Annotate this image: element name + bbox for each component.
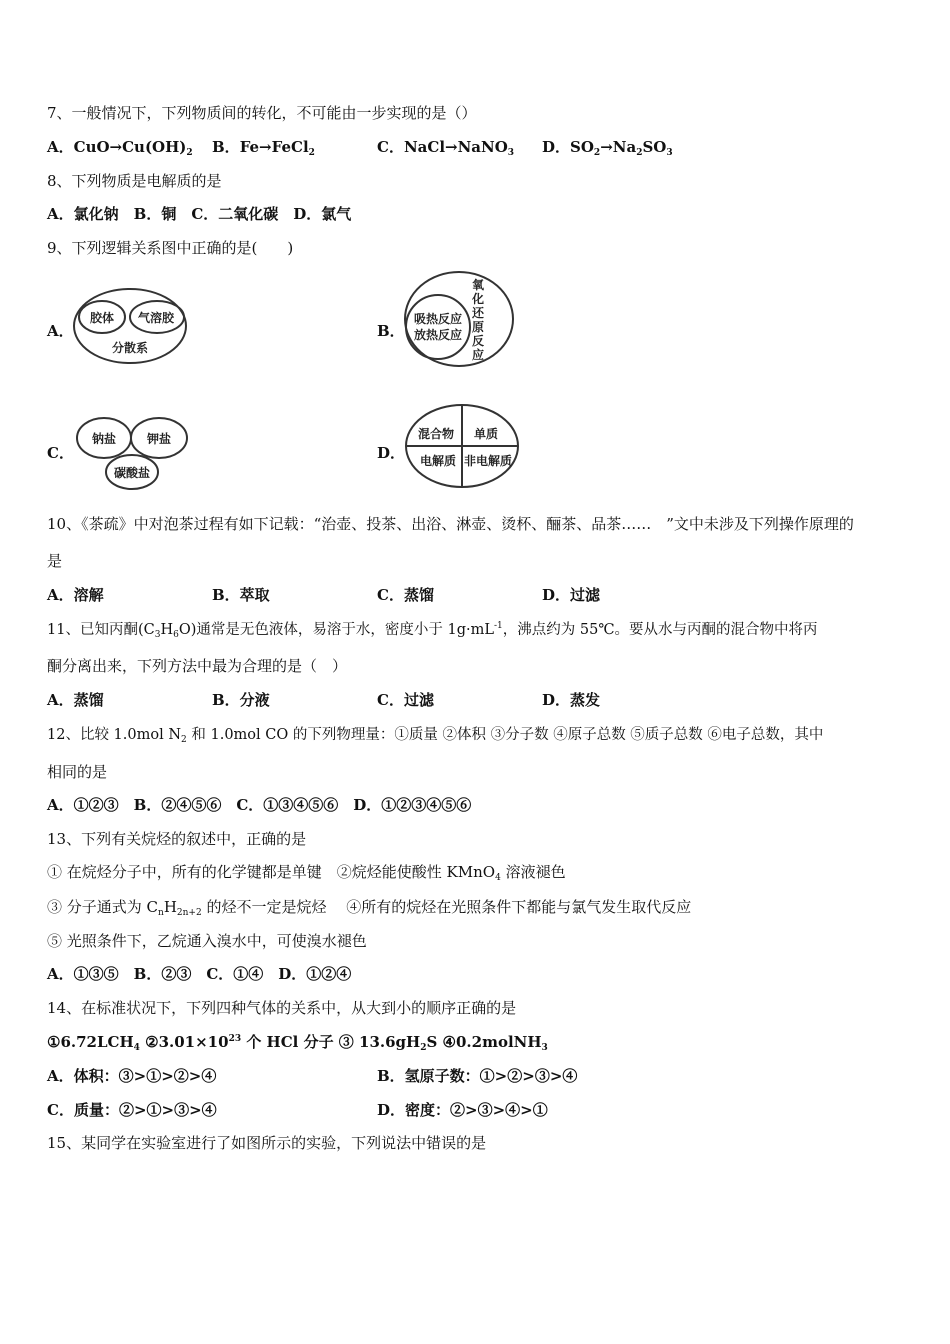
- q10-option-c: C．蒸馏: [377, 586, 434, 604]
- q11-stem: 11、已知丙酮$(C_3H_6O)$通常是无色液体，易溶于水，密度小于 $1g\cdot mL^{-1}$，沸点约为 55℃。要从水与丙酮的混合物中将丙: [47, 621, 818, 640]
- q13-statement-2: ③ 分子通式为 $C_nH_{2n+2}$ 的烃不一定是烷烃 ④所有的烷烃在光照条件下都能与氯气发生取代反应: [47, 898, 692, 918]
- q13-statement-1: ① 在烷烃分子中，所有的化学键都是单键 ②烷烃能使酸性 KMnO$_4$ 溶液褪色: [47, 863, 566, 883]
- diagram-d-tr: 单质: [474, 427, 499, 441]
- q14-option-b: B．氢原子数：①>②>③>④: [377, 1067, 578, 1085]
- diagram-d-bl: 电解质: [420, 454, 457, 468]
- diagram-a-outer: 分散系: [112, 341, 149, 355]
- q15-stem: 15、某同学在实验室进行了如图所示的实验，下列说法中错误的是: [47, 1134, 487, 1152]
- diagram-b-inner2: 放热反应: [414, 328, 463, 342]
- q10-option-d: D．过滤: [542, 586, 601, 604]
- q9-label-d: D．: [377, 444, 406, 462]
- q9-diagram-b: [402, 268, 516, 370]
- diagram-b-char: 氧: [472, 278, 485, 292]
- q11-option-a: A．蒸馏: [47, 691, 104, 709]
- q11-option-d: D．蒸发: [542, 691, 601, 709]
- diagram-a-right: 气溶胶: [138, 311, 175, 325]
- q9-label-c: C．: [47, 444, 74, 462]
- q9-stem: 9、下列逻辑关系图中正确的是( ): [47, 239, 294, 257]
- diagram-b-char: 应: [472, 348, 485, 362]
- q13-stem: 13、下列有关烷烃的叙述中，正确的是: [47, 830, 307, 848]
- diagram-b-inner1: 吸热反应: [414, 312, 463, 326]
- q10-option-a: A．溶解: [47, 586, 104, 604]
- q13-statement-3: ⑤ 光照条件下，乙烷通入溴水中，可使溴水褪色: [47, 932, 367, 950]
- q9-diagram-a: [72, 286, 190, 366]
- diagram-c-bottom: 碳酸盐: [114, 466, 151, 480]
- q14-option-c: C．质量：②>①>③>④: [47, 1101, 217, 1119]
- q11-option-c: C．过滤: [377, 691, 434, 709]
- q7-option-b: B．Fe→FeCl$_2$: [212, 138, 315, 158]
- q9-diagram-d: [404, 402, 522, 490]
- diagram-c-left: 钠盐: [92, 432, 117, 446]
- diagram-b-char: 化: [472, 292, 485, 306]
- q9-diagram-c: [74, 414, 190, 494]
- q8-options: A．氯化钠 B．铜 C．二氧化碳 D．氯气: [47, 205, 352, 223]
- q9-label-b: B．: [377, 322, 405, 340]
- q13-options: A．①③⑤ B．②③ C．①④ D．①②④: [47, 965, 352, 983]
- q14-gases: $①6.72LCH_4$ $②3.01\times 10^{23}$ 个 HCl 分子 ③ $13.6gH_2S$ ④0.2molNH$_3$: [47, 1033, 548, 1053]
- q7-option-d: D．$SO_2\to Na_2SO_3$: [542, 138, 673, 158]
- q12-options: A．①②③ B．②④⑤⑥ C．①③④⑤⑥ D．①②③④⑤⑥: [47, 796, 472, 814]
- q9-label-a: A．: [47, 322, 74, 340]
- diagram-b-char: 原: [472, 320, 485, 334]
- q14-option-d: D．密度：②>③>④>①: [377, 1101, 548, 1119]
- q14-option-a: A．体积：③>①>②>④: [47, 1067, 217, 1085]
- q11-stem-cont: 酮分离出来，下列方法中最为合理的是（ ）: [47, 657, 348, 675]
- diagram-b-char: 反: [472, 334, 485, 348]
- diagram-c-right: 钾盐: [147, 432, 172, 446]
- diagram-d-tl: 混合物: [418, 427, 455, 441]
- q12-stem: 12、比较 1.0mol $N_2$ 和 1.0mol CO 的下列物理量：①质量 ②体积 ③分子数 ④原子总数 ⑤质子总数 ⑥电子总数，其中: [47, 727, 824, 745]
- q10-stem: 10、《茶疏》中对泡茶过程有如下记载：“治壶、投茶、出浴、淋壶、烫杯、酾茶、品茶…… ”文中未涉及下列操作原理的: [47, 515, 854, 533]
- diagram-d-br: 非电解质: [464, 454, 513, 468]
- q8-stem: 8、下列物质是电解质的是: [47, 172, 222, 190]
- q10-stem-cont: 是: [47, 552, 63, 570]
- q7-option-a: A．$CuO\to Cu(OH)_2$: [47, 138, 193, 158]
- q7-stem: 7、一般情况下，下列物质间的转化，不可能由一步实现的是（）: [47, 104, 477, 122]
- diagram-b-char: 还: [472, 306, 485, 320]
- q11-option-b: B．分液: [212, 691, 270, 709]
- q10-option-b: B．萃取: [212, 586, 270, 604]
- q12-stem-cont: 相同的是: [47, 763, 108, 781]
- q7-option-c: C．NaCl→NaNO$_3$: [377, 138, 515, 158]
- diagram-a-left: 胶体: [90, 311, 115, 325]
- q14-stem: 14、在标准状况下，下列四种气体的关系中，从大到小的顺序正确的是: [47, 999, 517, 1017]
